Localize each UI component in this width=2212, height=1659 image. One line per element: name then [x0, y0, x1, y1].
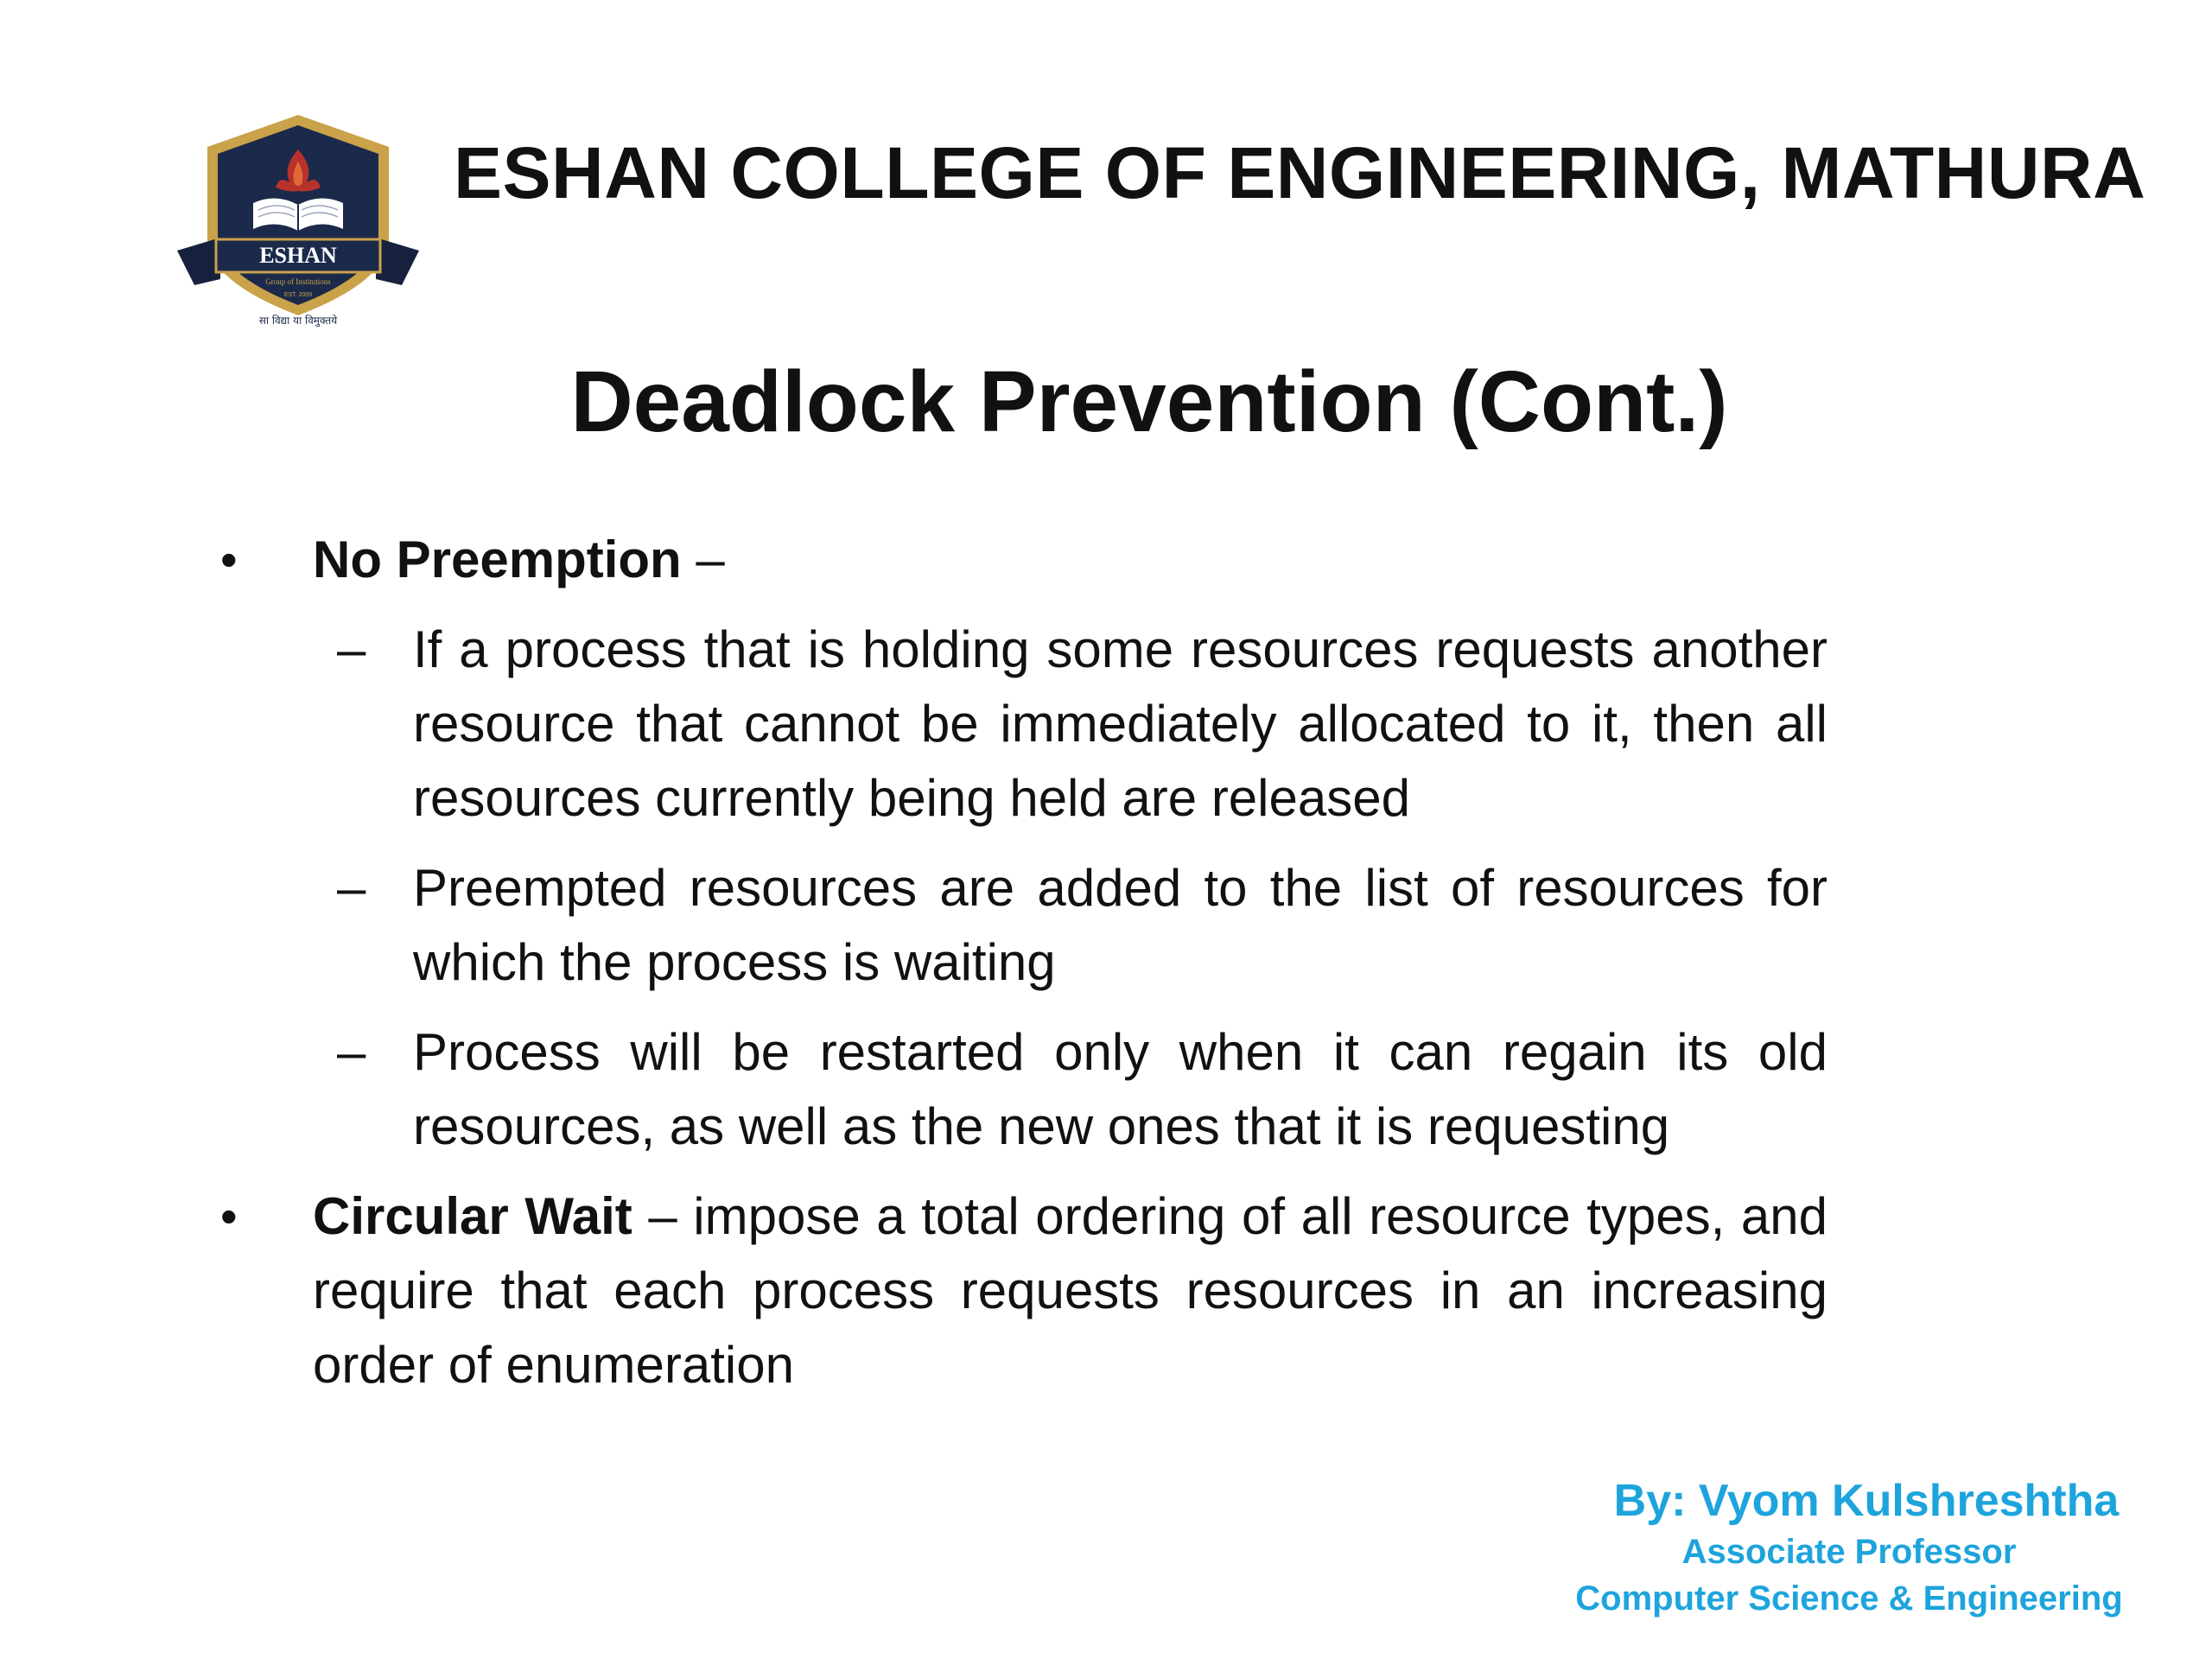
college-logo [168, 108, 428, 328]
author-role: Associate Professor [1681, 1533, 2017, 1571]
logo-sub-text: Group of Institutions [265, 277, 331, 286]
author-name: By: Vyom Kulshreshtha [1613, 1476, 2120, 1526]
sub-item [220, 1015, 1827, 1164]
sub-mark: – [337, 620, 366, 678]
sub-item-text: If a process that is holding some resources requests another resource that cannot be immediately allocated to it, then all resources currently being held are released [413, 620, 1827, 827]
bullet-circular-wait [220, 1179, 1827, 1402]
sub-mark: – [337, 1023, 366, 1081]
bullet-text: – impose a total ordering of all resource types, and require that each process requests resources in an increasing order of enumeration [313, 1187, 1827, 1394]
author-department: Computer Science & Engineering [1575, 1580, 2123, 1618]
sub-item [220, 851, 1827, 1000]
author-block [1547, 1473, 2152, 1622]
sub-list [220, 613, 1827, 1164]
bullet-term: Circular Wait [313, 1187, 632, 1245]
sub-item-text: Preempted resources are added to the list of resources for which the process is waiting [413, 859, 1827, 991]
sub-mark: – [337, 859, 366, 917]
slide-title: Deadlock Prevention (Cont.) [570, 353, 1728, 450]
logo-est-text: EST. 2009 [283, 292, 313, 298]
logo-motto-text: सा विद्या या विमुक्तये [258, 315, 338, 327]
bullet-text: – [681, 531, 725, 588]
bullet-term: No Preemption [313, 531, 682, 588]
college-name: ESHAN COLLEGE OF ENGINEERING, MATHURA [454, 132, 2146, 213]
bullet-mark: • [220, 1189, 238, 1243]
sub-item [220, 613, 1827, 836]
slide-content [220, 523, 1827, 1402]
bullet-mark: • [220, 532, 238, 587]
bullet-no-preemption [220, 523, 1827, 597]
sub-item-text: Process will be restarted only when it can regain its old resources, as well as the new ones that it is requesting [413, 1023, 1827, 1155]
logo-banner-text: ESHAN [259, 243, 337, 268]
